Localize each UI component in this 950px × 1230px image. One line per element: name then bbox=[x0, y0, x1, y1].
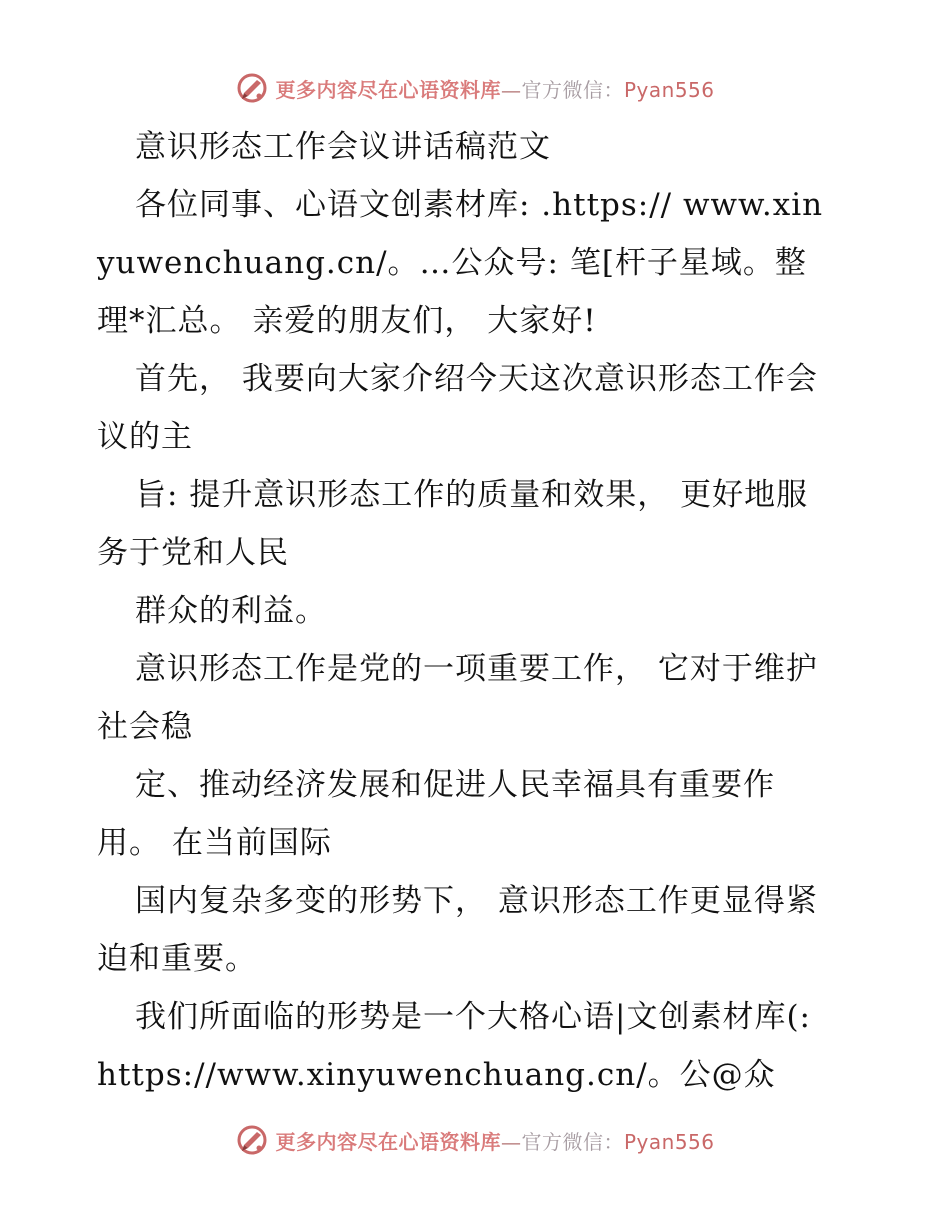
paragraph: 定、推动经济发展和促进人民幸福具有重要作用。 在当前国际 bbox=[97, 767, 775, 861]
watermark-footer-inner bbox=[235, 1123, 714, 1157]
paragraph: 国内复杂多变的形势下， 意识形态工作更显得紧迫和重要。 bbox=[97, 883, 818, 977]
pen-logo-icon bbox=[235, 71, 269, 105]
paragraph: 各位同事、心语文创素材库: .https:// www.xinyuwenchuang.cn/。…公众号: 笔[杆子星域。整理*汇总。 亲爱的朋友们， 大家好! bbox=[97, 187, 824, 339]
paragraph: 我们所面临的形势是一个大格心语|文创素材库(: https://www.xinyuwenchuang.cn/。公@众 bbox=[97, 999, 811, 1093]
document-body bbox=[97, 118, 837, 1104]
watermark-header-text bbox=[275, 74, 714, 103]
pen-logo-icon bbox=[235, 1123, 269, 1157]
document-title: 意识形态工作会议讲话稿范文 bbox=[135, 129, 551, 165]
watermark-wechat-id: Pyan556 bbox=[623, 1129, 715, 1154]
watermark-wechat-label: 官方微信： bbox=[521, 77, 624, 102]
paragraph: 群众的利益。 bbox=[135, 593, 327, 629]
watermark-wechat-label: 官方微信： bbox=[521, 1129, 624, 1154]
watermark-dash: — bbox=[500, 1129, 522, 1154]
watermark-site-name: 更多内容尽在心语资料库 bbox=[275, 1129, 501, 1154]
watermark-site-name: 更多内容尽在心语资料库 bbox=[275, 77, 501, 102]
watermark-header-inner bbox=[235, 71, 714, 105]
paragraph: 首先， 我要向大家介绍今天这次意识形态工作会议的主 bbox=[97, 361, 818, 455]
watermark-footer bbox=[0, 1120, 950, 1160]
paragraph: 意识形态工作是党的一项重要工作， 它对于维护社会稳 bbox=[97, 651, 818, 745]
watermark-footer-text bbox=[275, 1126, 714, 1155]
paragraph: 旨: 提升意识形态工作的质量和效果， 更好地服务于党和人民 bbox=[97, 477, 809, 571]
watermark-dash: — bbox=[500, 77, 522, 102]
watermark-header bbox=[0, 68, 950, 108]
watermark-wechat-id: Pyan556 bbox=[623, 77, 715, 102]
